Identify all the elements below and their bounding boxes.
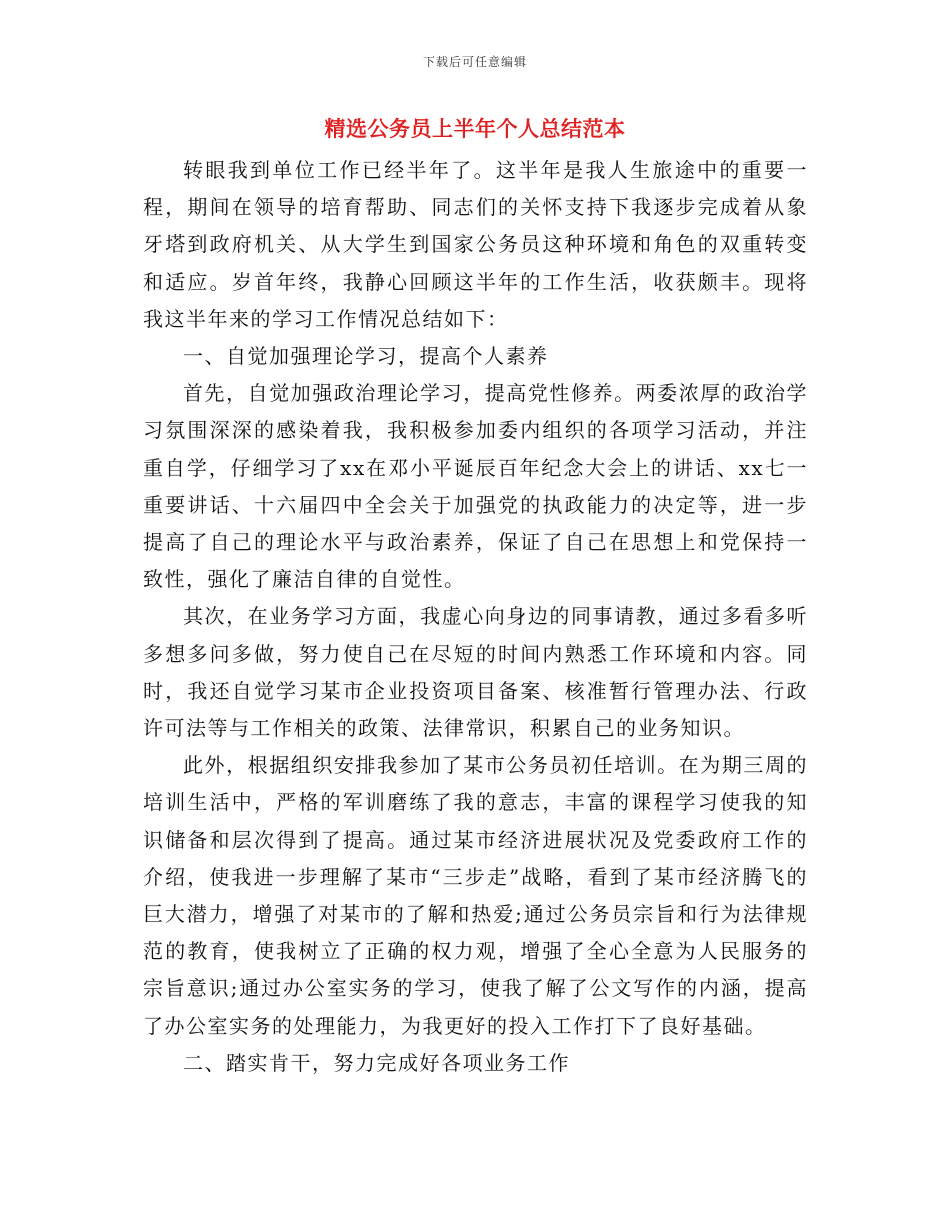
section-heading-1: 一、自觉加强理论学习，提高个人素养 (183, 344, 549, 369)
document-title: 精选公务员上半年个人总结范本 (324, 116, 626, 141)
section-heading-2: 二、踏实肯干，努力完成好各项业务工作 (183, 1050, 570, 1075)
paragraph-political-study: 首先，自觉加强政治理论学习，提高党性修养。两委浓厚的政治学习氛围深深的感染着我，我积极参加委内组织的各项学习活动，并注重自学，仔细学习了xx在邓小平诞辰百年纪念大会上的讲话、xx七一重要讲话、十六届四中全会关于加强党的执政能力的决定等，进一步提高了自己的理论水平与政治素养，保证了自己在思想上和党保持一致性，强化了廉洁自律的自觉性。 (143, 381, 808, 592)
paragraph-training: 此外，根据组织安排我参加了某市公务员初任培训。在为期三周的培训生活中，严格的军训磨练了我的意志，丰富的课程学习使我的知识储备和层次得到了提高。通过某市经济进展状况及党委政府工作的介绍，使我进一步理解了某市“三步走”战略，看到了某市经济腾飞的巨大潜力，增强了对某市的了解和热爱;通过公务员宗旨和行为法律规范的教育，使我树立了正确的权力观，增强了全心全意为人民服务的宗旨意识;通过办公室实务的学习，使我了解了公文写作的内涵，提高了办公室实务的处理能力，为我更好的投入工作打下了良好基础。 (143, 753, 808, 1038)
header-note: 下载后可任意编辑 (422, 55, 527, 69)
paragraph-intro: 转眼我到单位工作已经半年了。这半年是我人生旅途中的重要一程，期间在领导的培育帮助、同志们的关怀支持下我逐步完成着从象牙塔到政府机关、从大学生到国家公务员这种环境和角色的双重转变和适应。岁首年终，我静心回顾这半年的工作生活，收获颇丰。现将我这半年来的学习工作情况总结如下： (143, 158, 808, 331)
paragraph-business-study: 其次，在业务学习方面，我虚心向身边的同事请教，通过多看多听多想多问多做，努力使自己在尽短的时间内熟悉工作环境和内容。同时，我还自觉学习某市企业投资项目备案、核准暂行管理办法、行政许可法等与工作相关的政策、法律常识，积累自己的业务知识。 (143, 604, 808, 741)
document-body (143, 152, 808, 1082)
